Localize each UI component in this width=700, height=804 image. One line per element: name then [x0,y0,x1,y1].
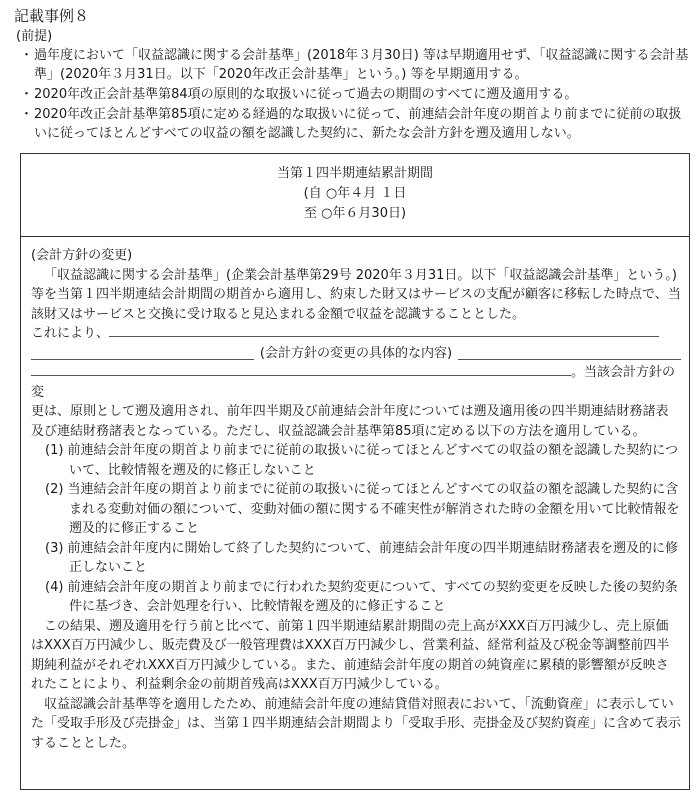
note-paragraph-1 [31,266,681,325]
note-paragraph-2-start [31,363,681,402]
paragraph-text: 。当該会計方針の変 [31,365,676,400]
period-header [21,164,689,224]
placeholder-text: (会計方針の変更の具体的な内容) [254,346,458,361]
fill-in-blank [109,324,659,337]
box-divider [21,236,689,237]
premise-text: 2020年改正会計基準第85項に定める経過的な取扱いに従って、前連結会計年度の期首より前までに従前の取扱いに従ってほとんどすべての収益の額を認識した契約に、新たな会計方針を遡及適用しない。 [34,107,682,141]
method-item-2: (2) 当連結会計年度の期首より前までに従前の取扱いに従ってほとんどすべての収益の額を認識した契約に含まれる変動対価の額について、変動対価の額に関する不確実性が解消された時の金額を用いて比較情報を遡及的に修正すること [45,482,680,536]
method-item-1: (1) 前連結会計年度の期首より前までに従前の取扱いに従ってほとんどすべての収益の額を認識した契約について、比較情報を遡及的に修正しないこと [45,443,679,478]
bullet-mark: ・ [20,87,34,102]
bullet-mark: ・ [20,107,34,122]
note-paragraph-tail [31,324,681,344]
method-item-4: (4) 前連結会計年度の期首より前までに行われた契約変更について、すべての契約変更を反映した後の契約条件に基づき、会計処理を行い、比較情報を遡及的に修正すること [45,579,678,614]
period-title: 当第１四半期連結累計期間 [276,166,433,181]
period-from: (自 ○年４月 １日 [303,186,407,201]
note-content [31,246,681,753]
premise-heading: (前提) [16,29,53,44]
period-to: 至 ○年６月30日) [303,206,407,221]
page-title: 記載事例８ [14,7,90,25]
bullet-mark: ・ [20,48,34,63]
paragraph-text: 「収益認識に関する会計基準」(企業会計基準第29号 2020年３月31日。以下「収益認識会計基準」という。) 等を当第１四半期連結会計期間の期首から適用し、約束した財又はサービスの支配が顧客に移転した時点で、当該財又はサービスと交換に受け取ると見込まれる金額で収益を認識することとした。 [31,267,681,322]
method-item-3: (3) 前連結会計年度内に開始して終了した契約について、前連結会計年度の四半期連結財務諸表を遡及的に修正しないこと [45,540,679,575]
fill-in-blank [31,363,571,376]
paragraph-text: これにより、 [31,326,110,341]
note-paragraph-3: この結果、遡及適用を行う前と比べて、前第１四半期連結累計期間の売上高がXXX百万円減少し、売上原価はXXX百万円減少し、販売費及び一般管理費はXXX百万円減少し、営業利益、経常利益及び税金等調整前四半期純利益がそれぞれXXX百万円減少している。また、前連結会計年度の期首の純資産に累積的影響額が反映されたことにより、利益剰余金の前期首残高はXXX百万円減少している。 [31,618,670,692]
example-box [20,153,690,790]
premise-list [20,46,690,144]
premise-item [20,105,690,143]
premise-text: 2020年改正会計基準第84項の原則的な取扱いに従って過去の期間のすべてに遡及適用する。 [34,87,578,102]
premise-item [20,85,690,104]
note-paragraph-4: 収益認識会計基準等を適用したため、前連結会計年度の連結貸借対照表において、「流動資産」に表示していた「受取手形及び売掛金」は、当第１四半期連結会計期間より「受取手形、売掛金及び契約資産」に含めて表示することとした。 [31,696,682,751]
placeholder-line [31,344,681,364]
note-heading: (会計方針の変更) [31,248,133,263]
premise-item [20,46,690,84]
premise-text: 過年度において「収益認識に関する会計基準」(2018年３月30日) 等は早期適用せず、「収益認識に関する会計基準」(2020年３月31日。以下「2020年改正会計基準」という。) 等を早期適用する。 [34,48,689,82]
note-paragraph-2: 更は、原則として遡及適用され、前年四半期及び前連結会計年度については遡及適用後の四半期連結財務諸表及び連結財務諸表となっている。ただし、収益認識会計基準第85項に定める以下の方法を適用している。 [31,404,669,439]
